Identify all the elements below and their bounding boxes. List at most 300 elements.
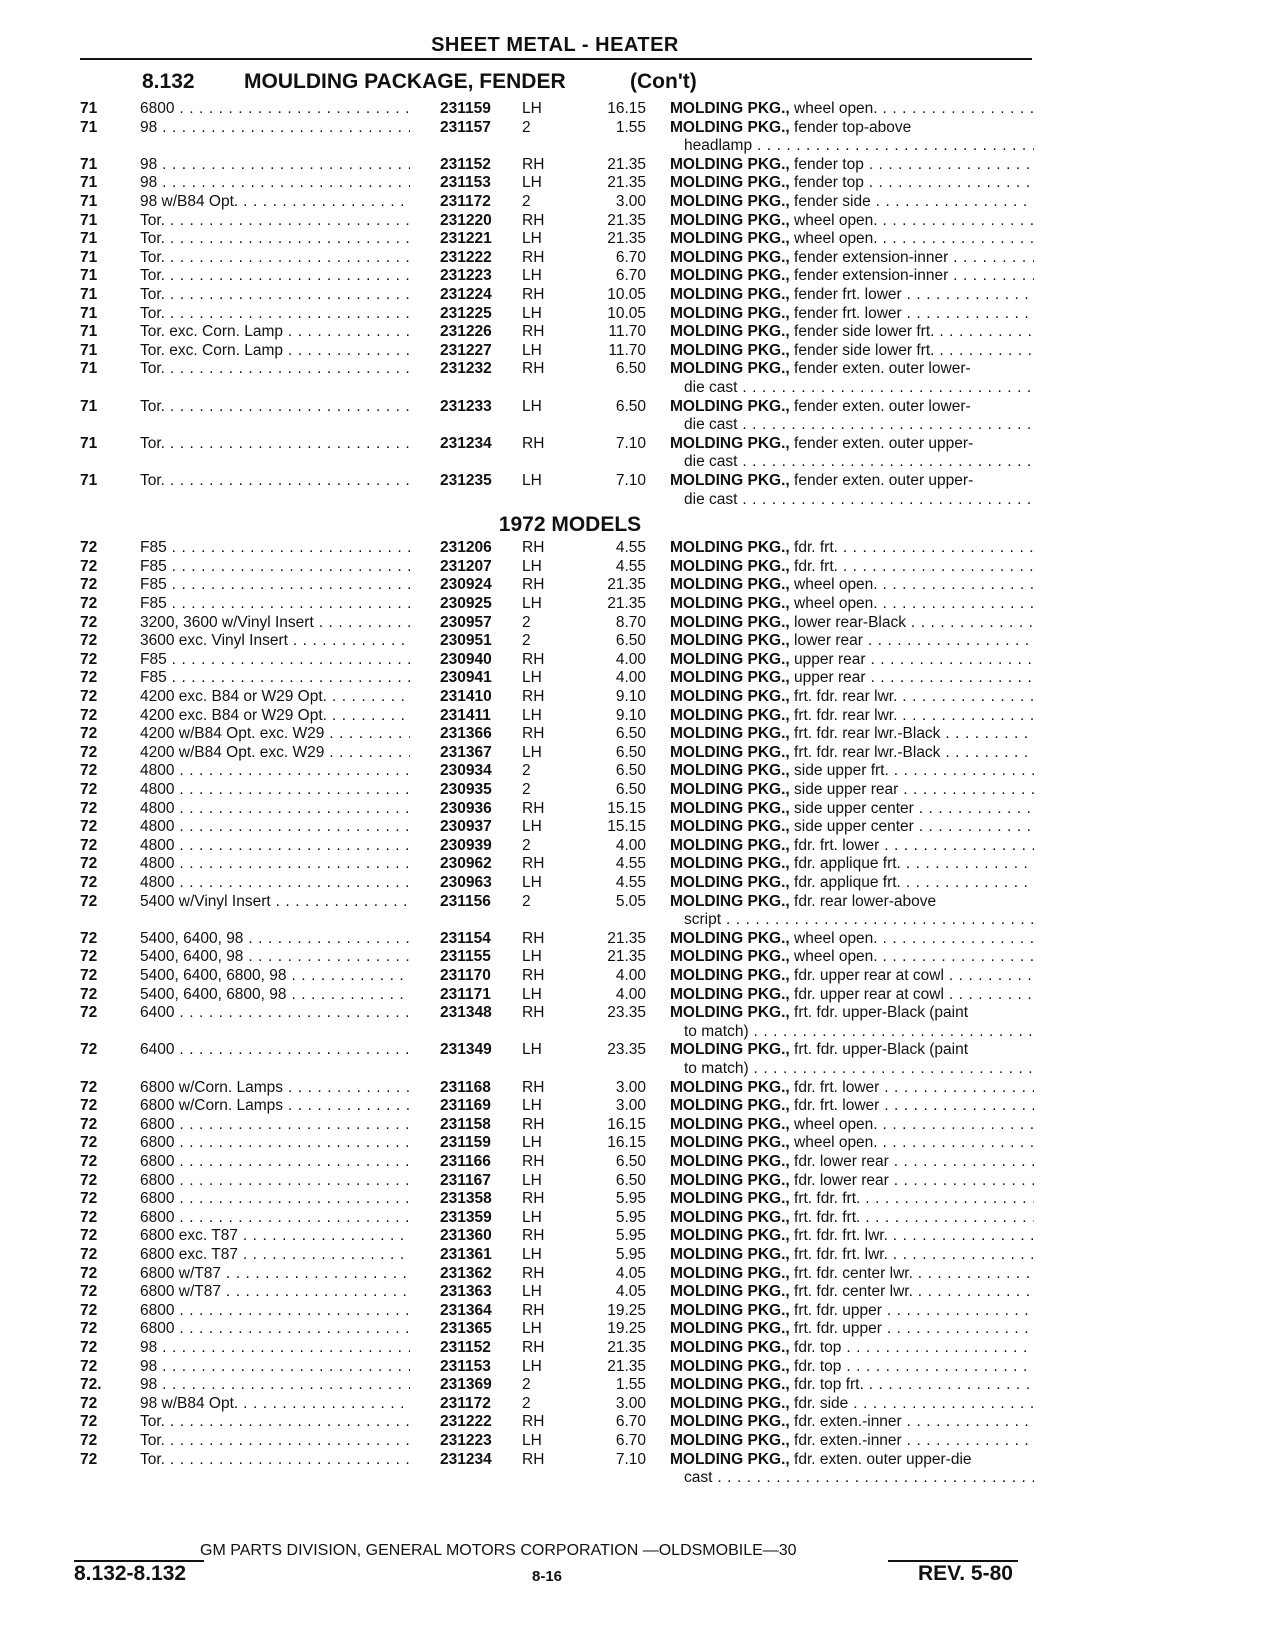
description (670, 1209, 1034, 1227)
description-name: MOLDING PKG., (670, 669, 790, 687)
side-quantity: LH (522, 1171, 542, 1189)
application: 4800 . . . (140, 762, 410, 780)
side-quantity: RH (522, 1301, 545, 1319)
application: 6800 . . . (140, 1190, 410, 1208)
description-name: MOLDING PKG., (670, 286, 790, 303)
side-quantity: RH (522, 323, 545, 341)
model-year: 72 (80, 1097, 98, 1115)
side-quantity: RH (522, 1264, 545, 1282)
part-number: 230939 (440, 836, 492, 854)
description-text: fdr. applique frt. (794, 855, 901, 873)
description-name: MOLDING PKG., (670, 1097, 790, 1115)
part-row (0, 1432, 1280, 1450)
part-row (0, 986, 1280, 1004)
part-number: 231363 (440, 1283, 492, 1301)
part-row (0, 1079, 1280, 1097)
part-number: 231221 (440, 230, 492, 248)
description-continuation (0, 379, 1280, 397)
part-row (0, 948, 1280, 966)
application: 98 . . . (140, 1376, 410, 1394)
application: 6800 . . . (140, 1116, 410, 1134)
description-text: fender side lower frt. (794, 323, 935, 341)
part-number: 231170 (440, 967, 491, 984)
side-quantity: RH (522, 650, 545, 668)
part-row (0, 119, 1280, 137)
description-text: frt. fdr. upper-Black (paint (794, 1004, 969, 1022)
description (670, 725, 1034, 743)
model-year: 72 (80, 539, 98, 557)
price: 6.50 (615, 1171, 646, 1189)
part-number: 231235 (440, 472, 492, 489)
description (670, 1432, 1034, 1450)
price: 4.00 (615, 669, 646, 687)
application: Tor. . . . (140, 398, 410, 416)
part-number: 231361 (440, 1246, 492, 1263)
side-quantity: RH (522, 799, 545, 817)
description (670, 1227, 1034, 1245)
description (670, 800, 1034, 818)
model-year: 72 (80, 1320, 98, 1338)
part-number: 231223 (440, 267, 492, 285)
price: 4.55 (615, 539, 646, 557)
application: 4200 exc. B84 or W29 Opt. . . . (140, 688, 410, 706)
part-number: 231365 (440, 1320, 492, 1338)
part-row (0, 435, 1280, 453)
part-row (0, 174, 1280, 192)
description (670, 174, 1034, 192)
part-number: 231364 (440, 1301, 492, 1319)
description-text: fdr. top frt. (794, 1376, 864, 1394)
application: Tor. . . . (140, 249, 410, 267)
description-name: MOLDING PKG., (670, 341, 790, 359)
application: 6800 . . . (140, 1320, 410, 1338)
application: 6800 exc. T87 . . . (140, 1227, 410, 1245)
price: 8.70 (615, 613, 646, 631)
application: 98 w/B84 Opt. . . . (140, 193, 410, 211)
price: 4.55 (615, 557, 646, 575)
part-row (0, 1265, 1280, 1283)
part-number: 231226 (440, 323, 492, 341)
description-text: wheel open. (794, 100, 878, 117)
part-row (0, 360, 1280, 378)
description-continuation-text: to match) . . . (684, 1023, 1034, 1041)
description-text: fender side (794, 193, 871, 210)
model-year: 72 (80, 1301, 98, 1319)
description-text: fdr. upper rear at cowl (794, 967, 944, 984)
side-quantity: LH (522, 304, 542, 322)
side-quantity: RH (522, 967, 545, 984)
description-text: fender extension-inner (794, 267, 949, 285)
description-name: MOLDING PKG., (670, 1376, 790, 1394)
part-row (0, 614, 1280, 632)
description-name: MOLDING PKG., (670, 434, 790, 452)
part-number: 231227 (440, 341, 492, 359)
part-number: 231156 (440, 892, 491, 910)
model-year: 72 (80, 669, 98, 687)
description (670, 1283, 1034, 1301)
description-name: MOLDING PKG., (670, 1320, 790, 1338)
model-year: 72 (80, 1041, 98, 1059)
price: 3.00 (615, 1394, 646, 1412)
part-number: 231232 (440, 360, 492, 378)
part-row (0, 558, 1280, 576)
description-continuation-text: die cast . . . (684, 416, 1034, 434)
model-year: 71 (80, 472, 98, 489)
part-number: 231206 (440, 539, 492, 557)
price: 4.55 (615, 874, 646, 891)
description-name: MOLDING PKG., (670, 211, 790, 229)
description-continuation-text: script . . . (684, 911, 1034, 929)
part-row (0, 323, 1280, 341)
price: 6.70 (615, 267, 646, 285)
side-quantity: RH (522, 1413, 545, 1431)
description (670, 818, 1034, 836)
part-number: 231223 (440, 1432, 492, 1449)
model-year: 72 (80, 613, 98, 631)
description-continuation (0, 453, 1280, 471)
description (670, 267, 1034, 285)
application: 98 w/B84 Opt. . . . (140, 1395, 410, 1413)
application: 98 . . . (140, 174, 410, 192)
description-name: MOLDING PKG., (670, 836, 790, 854)
description (670, 1097, 1034, 1115)
price: 5.95 (615, 1208, 646, 1226)
part-number: 231152 (440, 155, 491, 173)
model-year: 71 (80, 248, 98, 266)
description-name: MOLDING PKG., (670, 1171, 790, 1189)
application: Tor. . . . (140, 435, 410, 453)
description-text: wheel open. (794, 948, 878, 966)
description-text: wheel open. (794, 230, 878, 248)
part-number: 231158 (440, 1115, 491, 1133)
application: 6800 w/T87 . . . (140, 1265, 410, 1283)
description-name: MOLDING PKG., (670, 1413, 790, 1431)
part-row (0, 1041, 1280, 1059)
description-continuation (0, 416, 1280, 434)
description-name: MOLDING PKG., (670, 1041, 790, 1059)
part-row (0, 1302, 1280, 1320)
part-number: 231222 (440, 248, 492, 266)
price: 15.15 (607, 799, 646, 817)
side-quantity: LH (522, 100, 542, 117)
description-text: upper rear (794, 650, 866, 668)
part-row (0, 305, 1280, 323)
part-number: 230924 (440, 576, 492, 594)
side-quantity: RH (522, 576, 545, 594)
application: Tor. . . . (140, 286, 410, 304)
description-name: MOLDING PKG., (670, 174, 790, 192)
description-name: MOLDING PKG., (670, 1078, 790, 1096)
price: 23.35 (607, 1004, 646, 1022)
description-name: MOLDING PKG., (670, 613, 790, 631)
description (670, 893, 1034, 911)
side-quantity: LH (522, 1320, 542, 1338)
part-row (0, 1097, 1280, 1115)
model-year: 72 (80, 1450, 98, 1468)
part-number: 231224 (440, 286, 492, 303)
side-quantity: RH (522, 286, 545, 303)
description (670, 1004, 1034, 1022)
part-number: 231410 (440, 688, 492, 705)
model-year: 71 (80, 341, 98, 359)
description-text: frt. fdr. center lwr. (794, 1264, 913, 1282)
description-name: MOLDING PKG., (670, 650, 790, 668)
price: 16.15 (607, 100, 646, 117)
part-row (0, 669, 1280, 687)
part-row (0, 1190, 1280, 1208)
part-row (0, 267, 1280, 285)
description (670, 230, 1034, 248)
part-number: 231159 (440, 100, 491, 117)
price: 10.05 (607, 286, 646, 303)
description (670, 1339, 1034, 1357)
price: 16.15 (607, 1134, 646, 1152)
description-name: MOLDING PKG., (670, 1264, 790, 1282)
side-quantity: LH (522, 1283, 542, 1301)
application: Tor. . . . (140, 360, 410, 378)
application: 6800 . . . (140, 1153, 410, 1171)
description-text: fdr. rear lower-above (794, 892, 937, 910)
application: 6400 . . . (140, 1041, 410, 1059)
side-quantity: LH (522, 1208, 542, 1226)
part-number: 231172 (440, 193, 491, 210)
side-quantity: RH (522, 211, 545, 229)
price: 6.50 (615, 397, 646, 415)
description (670, 1358, 1034, 1376)
part-number: 231366 (440, 725, 492, 743)
application: 6800 w/Corn. Lamps . . . (140, 1097, 410, 1115)
model-year: 72 (80, 650, 98, 668)
models-1972-heading: 1972 MODELS (498, 513, 642, 537)
part-row (0, 576, 1280, 594)
description-name: MOLDING PKG., (670, 1432, 790, 1449)
price: 6.70 (615, 1413, 646, 1431)
description (670, 1302, 1034, 1320)
part-row (0, 230, 1280, 248)
description (670, 212, 1034, 230)
price: 3.00 (615, 1097, 646, 1115)
description-name: MOLDING PKG., (670, 1339, 790, 1356)
description-name: MOLDING PKG., (670, 1301, 790, 1319)
description-continuation-text: die cast . . . (684, 379, 1034, 397)
model-year: 72 (80, 1246, 98, 1263)
part-row (0, 818, 1280, 836)
part-number: 231153 (440, 174, 491, 192)
section-continued: (Con't) (630, 70, 697, 93)
model-year: 72 (80, 892, 98, 910)
part-row (0, 1209, 1280, 1227)
application: 4800 . . . (140, 800, 410, 818)
side-quantity: 2 (522, 781, 531, 798)
side-quantity: RH (522, 688, 545, 705)
side-quantity: RH (522, 1115, 545, 1133)
model-year: 72 (80, 1115, 98, 1133)
side-quantity: 2 (522, 632, 531, 650)
side-quantity: LH (522, 397, 542, 415)
model-year: 72 (80, 762, 98, 780)
application: 6800 w/Corn. Lamps . . . (140, 1079, 410, 1097)
description-name: MOLDING PKG., (670, 948, 790, 966)
model-year: 72. (80, 1376, 102, 1394)
price: 5.95 (615, 1246, 646, 1263)
side-quantity: LH (522, 472, 542, 489)
description-name: MOLDING PKG., (670, 155, 790, 173)
description (670, 632, 1034, 650)
model-year: 71 (80, 174, 98, 192)
model-year: 72 (80, 1283, 98, 1301)
description-text: fender frt. lower (794, 304, 902, 322)
part-number: 230937 (440, 818, 492, 836)
description-text: fdr. frt. (794, 557, 838, 575)
page-header-title: SHEET METAL - HEATER (431, 34, 679, 56)
description-text: upper rear (794, 669, 866, 687)
description (670, 1320, 1034, 1338)
model-year: 71 (80, 304, 98, 322)
description-text: frt. fdr. frt. (794, 1190, 861, 1208)
side-quantity: LH (522, 341, 542, 359)
application: 6800 . . . (140, 100, 410, 118)
model-year: 72 (80, 874, 98, 891)
description-name: MOLDING PKG., (670, 397, 790, 415)
part-row (0, 1320, 1280, 1338)
price: 3.00 (615, 193, 646, 210)
description-text: side upper rear (794, 781, 899, 798)
application: Tor. . . . (140, 230, 410, 248)
side-quantity: LH (522, 595, 542, 612)
part-number: 231222 (440, 1413, 492, 1431)
model-year: 72 (80, 595, 98, 612)
description-continuation-text: die cast . . . (684, 491, 1034, 509)
model-year: 71 (80, 155, 98, 173)
description (670, 100, 1034, 118)
description-text: wheel open. (794, 1115, 878, 1133)
side-quantity: RH (522, 155, 545, 173)
part-row (0, 100, 1280, 118)
side-quantity: RH (522, 434, 545, 452)
application: Tor. . . . (140, 305, 410, 323)
part-row (0, 249, 1280, 267)
part-number: 231152 (440, 1339, 491, 1356)
part-row (0, 837, 1280, 855)
model-year: 72 (80, 688, 98, 705)
model-year: 71 (80, 230, 98, 248)
application: 98 . . . (140, 119, 410, 137)
side-quantity: RH (522, 1339, 545, 1356)
side-quantity: LH (522, 706, 542, 724)
price: 4.05 (615, 1283, 646, 1301)
description-name: MOLDING PKG., (670, 1134, 790, 1152)
description-name: MOLDING PKG., (670, 892, 790, 910)
description-name: MOLDING PKG., (670, 1246, 790, 1263)
side-quantity: RH (522, 1004, 545, 1022)
application: 4800 . . . (140, 818, 410, 836)
side-quantity: 2 (522, 193, 531, 210)
description-name: MOLDING PKG., (670, 929, 790, 947)
description-text: wheel open. (794, 595, 878, 612)
description-continuation-text: to match) . . . (684, 1060, 1034, 1078)
side-quantity: RH (522, 725, 545, 743)
model-year: 71 (80, 434, 98, 452)
description-name: MOLDING PKG., (670, 1357, 790, 1375)
description-name: MOLDING PKG., (670, 557, 790, 575)
side-quantity: LH (522, 743, 542, 761)
application: 6800 . . . (140, 1302, 410, 1320)
part-row (0, 1116, 1280, 1134)
application: 4800 . . . (140, 855, 410, 873)
section-title: MOULDING PACKAGE, FENDER (244, 70, 566, 93)
part-number: 231167 (440, 1171, 491, 1189)
description-name: MOLDING PKG., (670, 118, 790, 136)
description-text: frt. fdr. rear lwr. (794, 688, 898, 705)
description-continuation (0, 1023, 1280, 1041)
description-text: fdr. frt. lower (794, 1078, 880, 1096)
description-text: fdr. exten. outer upper-die (794, 1450, 972, 1468)
part-row (0, 800, 1280, 818)
application: 6800 . . . (140, 1209, 410, 1227)
price: 7.10 (615, 472, 646, 489)
price: 11.70 (608, 341, 646, 359)
model-year: 72 (80, 632, 98, 650)
model-year: 72 (80, 1227, 98, 1245)
description (670, 948, 1034, 966)
part-number: 231171 (440, 985, 491, 1003)
part-number: 231220 (440, 211, 492, 229)
description-text: lower rear-Black (794, 613, 906, 631)
model-year: 72 (80, 557, 98, 575)
application: 4800 . . . (140, 874, 410, 892)
description-name: MOLDING PKG., (670, 230, 790, 248)
side-quantity: RH (522, 855, 545, 873)
description (670, 398, 1034, 416)
part-number: 231166 (440, 1153, 491, 1170)
description (670, 286, 1034, 304)
description (670, 688, 1034, 706)
application: Tor. . . . (140, 1451, 410, 1469)
application: 98 . . . (140, 156, 410, 174)
description-text: frt. fdr. rear lwr.-Black (794, 743, 941, 761)
description-text: frt. fdr. upper (794, 1301, 882, 1319)
description-name: MOLDING PKG., (670, 762, 790, 780)
description-text: wheel open. (794, 929, 878, 947)
model-year: 71 (80, 193, 98, 210)
footer-range: 8.132-8.132 (74, 1562, 187, 1585)
part-row (0, 893, 1280, 911)
model-year: 72 (80, 985, 98, 1003)
model-year: 72 (80, 1432, 98, 1449)
application: 6800 exc. T87 . . . (140, 1246, 410, 1264)
description-text: fdr. top (794, 1339, 842, 1356)
application: F85 . . . (140, 669, 410, 687)
model-year: 72 (80, 1394, 98, 1412)
description-text: fender exten. outer upper- (794, 472, 974, 489)
description-name: MOLDING PKG., (670, 323, 790, 341)
application: 98 . . . (140, 1339, 410, 1357)
footer-division: GM PARTS DIVISION, GENERAL MOTORS CORPORATION —OLDSMOBILE—30 (200, 1542, 797, 1559)
application: Tor. . . . (140, 212, 410, 230)
application: 4200 exc. B84 or W29 Opt. . . . (140, 707, 410, 725)
model-year: 72 (80, 799, 98, 817)
description-text: fender top-above (794, 118, 912, 136)
description (670, 360, 1034, 378)
description-name: MOLDING PKG., (670, 472, 790, 489)
price: 6.50 (615, 632, 646, 650)
model-year: 71 (80, 286, 98, 303)
description-name: MOLDING PKG., (670, 855, 790, 873)
part-number: 230940 (440, 650, 492, 668)
part-row (0, 1358, 1280, 1376)
application: 4200 w/B84 Opt. exc. W29 . . . (140, 744, 410, 762)
description-text: frt. fdr. upper-Black (paint (794, 1041, 969, 1059)
